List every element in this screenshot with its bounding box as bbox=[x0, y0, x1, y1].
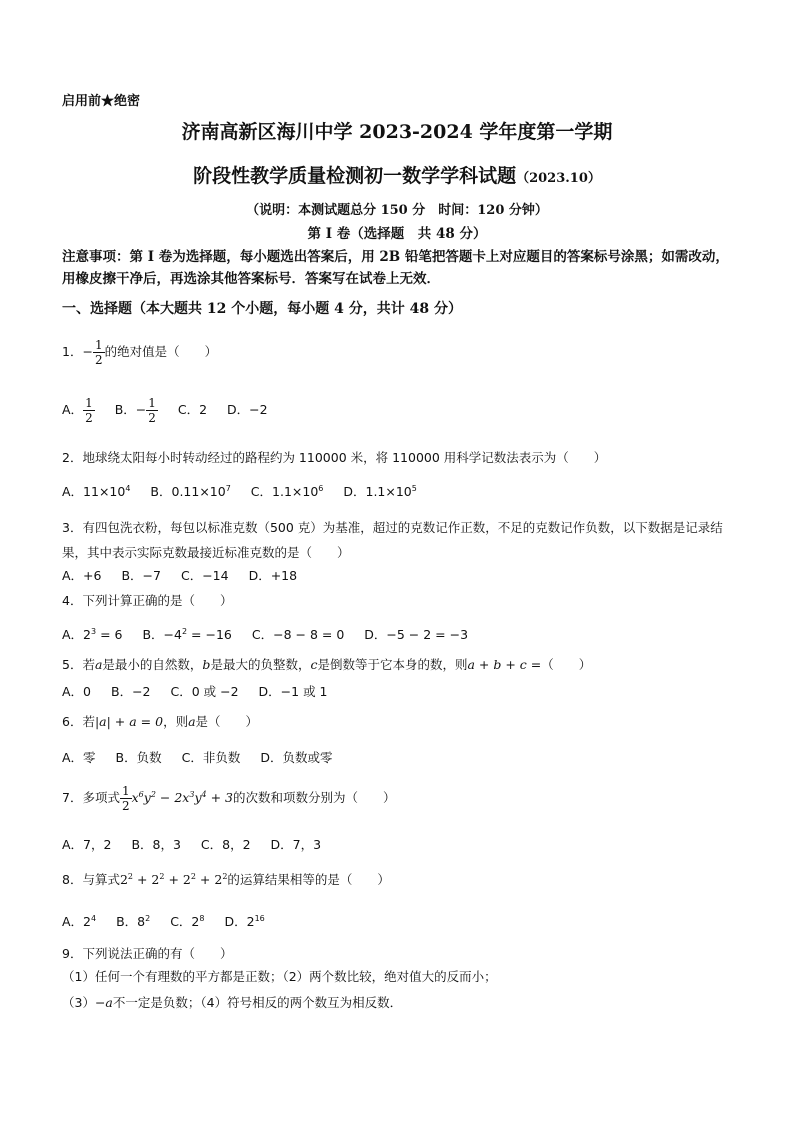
option-b: B．−2 bbox=[111, 684, 151, 699]
exponent: 2 bbox=[159, 871, 165, 881]
exponent: 5 bbox=[411, 483, 417, 493]
option-b: B．负数 bbox=[115, 750, 162, 765]
math-expression: |a| + a = 0 bbox=[94, 714, 164, 729]
question-text: 的运算结果相等的是（ ） bbox=[227, 872, 390, 887]
term: − 2x bbox=[155, 790, 190, 805]
option-a bbox=[62, 914, 96, 929]
option-d: D．−1 或 1 bbox=[258, 684, 328, 699]
plus-sign: + bbox=[195, 872, 215, 887]
question-text: ，则 bbox=[163, 714, 189, 729]
term: y bbox=[194, 790, 202, 805]
option-d: D．−2 bbox=[227, 402, 268, 417]
option-text: C．2 bbox=[170, 914, 200, 929]
option-a bbox=[62, 396, 95, 425]
option-c bbox=[251, 484, 324, 499]
option-c: C．8，2 bbox=[200, 837, 251, 852]
exponent: 2 bbox=[181, 626, 188, 636]
question-6-options bbox=[62, 748, 348, 768]
base: 2 bbox=[214, 872, 223, 887]
fraction bbox=[120, 784, 132, 813]
confidential-label: 启用前★绝密 bbox=[62, 94, 141, 109]
exponent: 2 bbox=[150, 789, 156, 799]
question-4: 4．下列计算正确的是（ ） bbox=[62, 593, 233, 608]
option-c: C．非负数 bbox=[181, 750, 241, 765]
question-text: 是最小的自然数， bbox=[102, 657, 203, 672]
option-b: B．8，3 bbox=[131, 837, 181, 852]
option-a: A．+6 bbox=[62, 568, 102, 583]
minus-sign: − bbox=[82, 344, 93, 359]
fraction bbox=[83, 396, 95, 425]
fraction bbox=[146, 396, 158, 425]
option-c: C．−8 − 8 = 0 bbox=[251, 627, 345, 642]
question-text: （ ） bbox=[541, 657, 592, 672]
question-text: 8．与算式 bbox=[62, 872, 120, 887]
volume-heading: 第 I 卷（选择题 共 48 分） bbox=[307, 226, 487, 242]
option-a bbox=[62, 627, 122, 642]
question-6 bbox=[62, 712, 258, 732]
option-text: B．8 bbox=[116, 914, 146, 929]
exponent: 7 bbox=[225, 483, 231, 493]
base: 2 bbox=[182, 872, 191, 887]
question-9-statements-2 bbox=[62, 993, 402, 1013]
term: x bbox=[131, 790, 139, 805]
option-b bbox=[114, 396, 158, 425]
option-d bbox=[343, 484, 416, 499]
exam-title-line2 bbox=[0, 161, 794, 188]
question-8 bbox=[62, 870, 390, 890]
option-a: A．0 bbox=[62, 684, 92, 699]
question-text: 的次数和项数分别为（ ） bbox=[232, 790, 396, 805]
option-text: = 6 bbox=[96, 627, 123, 642]
option-d: D．−5 − 2 = −3 bbox=[364, 627, 469, 642]
variable-a: a bbox=[94, 657, 103, 672]
option-c: C．0 或 −2 bbox=[170, 684, 239, 699]
option-text: A．2 bbox=[62, 627, 92, 642]
exam-note: （说明：本测试题总分 150 分 时间：120 分钟） bbox=[246, 203, 548, 218]
question-3-options bbox=[62, 566, 313, 586]
option-text: C．1.1×10 bbox=[250, 484, 319, 499]
exponent: 2 bbox=[127, 871, 133, 881]
option-c bbox=[170, 914, 204, 929]
numerator: 1 bbox=[148, 396, 156, 410]
question-9-statements-1: （1）任何一个有理数的平方都是正数；（2）两个数比较，绝对值大的反而小； bbox=[62, 969, 497, 984]
option-text: B．0.11×10 bbox=[150, 484, 226, 499]
question-7 bbox=[62, 784, 395, 813]
option-b bbox=[116, 914, 150, 929]
option-text: A．2 bbox=[62, 914, 92, 929]
exponent: 4 bbox=[201, 789, 207, 799]
fraction bbox=[93, 338, 105, 367]
variable-c: c bbox=[310, 657, 318, 672]
question-2-options bbox=[62, 482, 433, 502]
option-b bbox=[150, 484, 230, 499]
question-text: 5．若 bbox=[62, 657, 95, 672]
question-number: 1． bbox=[62, 344, 83, 359]
denominator: 2 bbox=[121, 799, 130, 813]
statement-text: （3） bbox=[62, 995, 95, 1010]
option-label: B． bbox=[114, 402, 136, 417]
question-text: 是倒数等于它本身的数，则 bbox=[317, 657, 468, 672]
question-text: 7．多项式 bbox=[62, 790, 120, 805]
exponent: 8 bbox=[199, 913, 205, 923]
option-d: D．+18 bbox=[248, 568, 298, 583]
option-text: = −16 bbox=[187, 627, 232, 642]
question-1-options bbox=[62, 396, 284, 425]
plus-sign: + bbox=[133, 872, 152, 887]
option-c: C．−14 bbox=[180, 568, 229, 583]
variable-b: b bbox=[202, 657, 211, 672]
exponent: 16 bbox=[254, 913, 265, 923]
option-text: B．−4 bbox=[142, 627, 182, 642]
plus-sign: + bbox=[164, 872, 183, 887]
option-label: A． bbox=[62, 402, 84, 417]
option-b: B．−7 bbox=[121, 568, 161, 583]
term: + 3 bbox=[206, 790, 233, 805]
exponent: 2 bbox=[190, 871, 196, 881]
polynomial bbox=[132, 790, 233, 805]
numerator: 1 bbox=[94, 338, 103, 352]
denominator: 2 bbox=[148, 411, 156, 425]
option-text: A．11×10 bbox=[62, 484, 126, 499]
option-text: D．2 bbox=[224, 914, 255, 929]
option-c: C．2 bbox=[177, 402, 208, 417]
question-text: 是（ ） bbox=[195, 714, 259, 729]
question-5-options bbox=[62, 682, 344, 702]
question-text: 6．若 bbox=[62, 714, 95, 729]
math-expression: a + b + c = bbox=[467, 657, 542, 672]
question-8-options bbox=[62, 912, 281, 932]
power-sum bbox=[120, 872, 227, 887]
question-5 bbox=[62, 655, 591, 675]
option-d: D．7，3 bbox=[270, 837, 322, 852]
variable-a: a bbox=[188, 714, 196, 729]
question-1 bbox=[62, 338, 217, 367]
section-heading: 一、选择题（本大题共 12 个小题，每小题 4 分，共计 48 分） bbox=[62, 301, 462, 317]
statement-text: 不一定是负数；（4）符号相反的两个数互为相反数． bbox=[112, 995, 403, 1010]
exam-title-line1: 济南高新区海川中学 2023-2024 学年度第一学期 bbox=[181, 121, 613, 143]
exponent: 4 bbox=[125, 483, 131, 493]
exam-title-text: 阶段性教学质量检测初一数学学科试题 bbox=[193, 165, 517, 187]
question-7-options bbox=[62, 835, 337, 855]
question-text: 的绝对值是（ ） bbox=[104, 344, 218, 359]
question-9: 9．下列说法正确的有（ ） bbox=[62, 946, 233, 961]
option-a: A．7，2 bbox=[62, 837, 112, 852]
minus-sign: − bbox=[135, 402, 147, 417]
math-expression: −a bbox=[94, 995, 113, 1010]
exponent: 6 bbox=[138, 789, 144, 799]
exponent: 2 bbox=[222, 871, 228, 881]
option-d: D．负数或零 bbox=[260, 750, 333, 765]
option-a: A．零 bbox=[62, 750, 96, 765]
exponent: 6 bbox=[318, 483, 324, 493]
question-text: 是最大的负整数， bbox=[210, 657, 311, 672]
term: y bbox=[143, 790, 151, 805]
exponent: 3 bbox=[189, 789, 195, 799]
exam-notice: 注意事项：第 I 卷为选择题，每小题选出答案后，用 2B 铅笔把答题卡上对应题目的答案标号涂黑；如需改动，用橡皮擦干净后，再选涂其他答案标号．答案写在试卷上无效． bbox=[62, 249, 729, 287]
exam-date: （2023.10） bbox=[516, 171, 601, 186]
denominator: 2 bbox=[85, 411, 93, 425]
numerator: 1 bbox=[121, 784, 130, 798]
option-a bbox=[62, 484, 130, 499]
option-text: D．1.1×10 bbox=[343, 484, 412, 499]
question-3: 3．有四包洗衣粉，每包以标准克数（500 克）为基准，超过的克数记作正数，不足的克数记作负数，以下数据是记录结果，其中表示实际克数最接近标准克数的是（ ） bbox=[62, 520, 723, 560]
exponent: 3 bbox=[91, 626, 97, 636]
base: 2 bbox=[151, 872, 160, 887]
exponent: 2 bbox=[145, 913, 151, 923]
exponent: 4 bbox=[91, 913, 97, 923]
question-4-options bbox=[62, 625, 484, 645]
option-b bbox=[142, 627, 231, 642]
denominator: 2 bbox=[94, 353, 103, 367]
option-d bbox=[224, 914, 264, 929]
base: 2 bbox=[119, 872, 128, 887]
question-2: 2．地球绕太阳每小时转动经过的路程约为 110000 米，将 110000 用科学记数法表示为（ ） bbox=[62, 450, 607, 465]
numerator: 1 bbox=[85, 396, 93, 410]
